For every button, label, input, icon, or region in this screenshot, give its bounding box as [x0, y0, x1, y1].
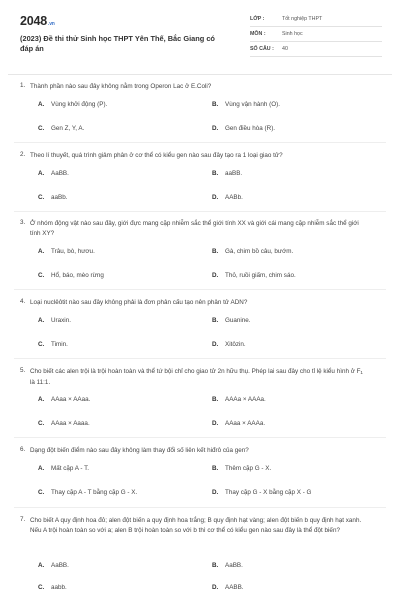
question-text: Thành phần nào sau đây không nằm trong Operon Lac ở E.Coli? [30, 83, 212, 90]
question-7 [0, 516, 400, 535]
meta-key: LỚP : [250, 16, 265, 22]
meta-value: Sinh học [282, 31, 303, 37]
question-text: Cho biết các alen trội là trội hoàn toàn và thể tứ bội chỉ cho giao tử 2n hữu thụ. Phép lai sau đây cho tỉ lệ kiểu hình ở $F_1$ là 11:1. [30, 368, 363, 386]
question-text: Ở nhóm động vật nào sau đây, giới đực mang cặp nhiễm sắc thể giới tính XX và giới cái mang cặp nhiễm sắc thể giới tính XY? [30, 220, 359, 237]
option-a[interactable]: A. AAaa × AAaa. [38, 396, 91, 403]
option-a[interactable]: A. Uraxin. [38, 317, 71, 324]
meta-row-class [250, 12, 382, 27]
option-b[interactable]: B. aaBB. [212, 170, 243, 177]
page-title: (2023) Đề thi thử Sinh học THPT Yên Thế, Bắc Giang có đáp án [20, 34, 215, 53]
option-b[interactable]: B. Vùng vận hành (O). [212, 101, 280, 108]
question-text: Cho biết A quy định hoa đỏ; alen đột biến a quy định hoa trắng; B quy định hạt vàng; alen đột biến b quy định hạt xanh. Nếu A trội hoàn toàn so với a; alen B trội hoàn toàn so với b thì cơ thể có kiểu gen nào sau đây là thể đột biến? [30, 517, 362, 534]
question-5 [0, 367, 400, 387]
option-d[interactable]: D. AABB. [212, 584, 244, 591]
question-2 [0, 151, 400, 161]
question-number: 3. [20, 219, 26, 226]
option-a[interactable]: A. AaBB. [38, 170, 69, 177]
question-6 [0, 446, 400, 456]
question-number: 4. [20, 298, 26, 305]
option-d[interactable]: D. AABb. [212, 194, 243, 201]
option-b[interactable]: B. Thêm cặp G - X. [212, 465, 272, 472]
option-b[interactable]: B. Gà, chim bồ câu, bướm. [212, 248, 294, 255]
option-c[interactable]: C. Timin. [38, 341, 68, 348]
meta-key: SỐ CÂU : [250, 46, 274, 52]
option-a[interactable]: A. Mất cặp A - T. [38, 465, 90, 472]
question-divider [14, 507, 386, 508]
option-c[interactable]: C. aaBb. [38, 194, 68, 201]
logo-suffix: .vn [48, 21, 55, 27]
option-c[interactable]: C. AAaa × Aaaa. [38, 420, 90, 427]
option-d[interactable]: D. Thỏ, ruồi giấm, chim sáo. [212, 272, 296, 279]
header [0, 0, 400, 65]
exam-meta [250, 12, 382, 57]
option-a[interactable]: A. Trâu, bò, hươu. [38, 248, 95, 255]
question-text: Theo lí thuyết, quá trình giảm phân ở cơ thể có kiểu gen nào sau đây tạo ra 1 loại giao tử? [30, 152, 283, 159]
option-c[interactable]: C. Gen Z, Y, A. [38, 125, 85, 132]
option-a[interactable]: A. Vùng khởi động (P). [38, 101, 108, 108]
question-divider [14, 211, 386, 212]
option-c[interactable]: C. Thay cặp A - T bằng cặp G - X. [38, 489, 138, 496]
option-d[interactable]: D. Gen điều hòa (R). [212, 125, 276, 132]
meta-row-subject [250, 27, 382, 42]
question-divider [14, 437, 386, 438]
question-1 [0, 82, 400, 92]
meta-value: Tốt nghiệp THPT [282, 16, 323, 22]
option-d[interactable]: D. AAaa × AAAa. [212, 420, 266, 427]
meta-row-count [250, 42, 382, 57]
question-3 [0, 219, 400, 238]
meta-value: 40 [282, 46, 288, 52]
question-divider [14, 358, 386, 359]
option-b[interactable]: B. AaBB. [212, 562, 243, 569]
question-divider [14, 142, 386, 143]
option-a[interactable]: A. AaBB. [38, 562, 69, 569]
question-text: Loại nuclêôtit nào sau đây không phải là đơn phân cấu tạo nên phân tử ADN? [30, 299, 248, 306]
option-c[interactable]: C. Hổ, báo, mèo rừng [38, 272, 104, 279]
option-d[interactable]: D. Xitôzin. [212, 341, 246, 348]
option-c[interactable]: C. aabb. [38, 584, 67, 591]
question-number: 6. [20, 446, 26, 453]
site-logo[interactable] [20, 14, 55, 28]
header-divider [8, 74, 392, 75]
option-b[interactable]: B. AAAa × AAAa. [212, 396, 266, 403]
question-divider [14, 289, 386, 290]
question-number: 7. [20, 516, 26, 523]
logo-text: 2048 [20, 14, 48, 28]
option-b[interactable]: B. Guanine. [212, 317, 251, 324]
option-d[interactable]: D. Thay cặp G - X bằng cặp X - G [212, 489, 312, 496]
question-number: 2. [20, 151, 26, 158]
question-text: Dạng đột biến điểm nào sau đây không làm thay đổi số liên kết hiđrô của gen? [30, 447, 249, 454]
question-number: 1. [20, 82, 26, 89]
question-4 [0, 298, 400, 308]
question-number: 5. [20, 367, 26, 374]
meta-key: MÔN : [250, 31, 266, 37]
